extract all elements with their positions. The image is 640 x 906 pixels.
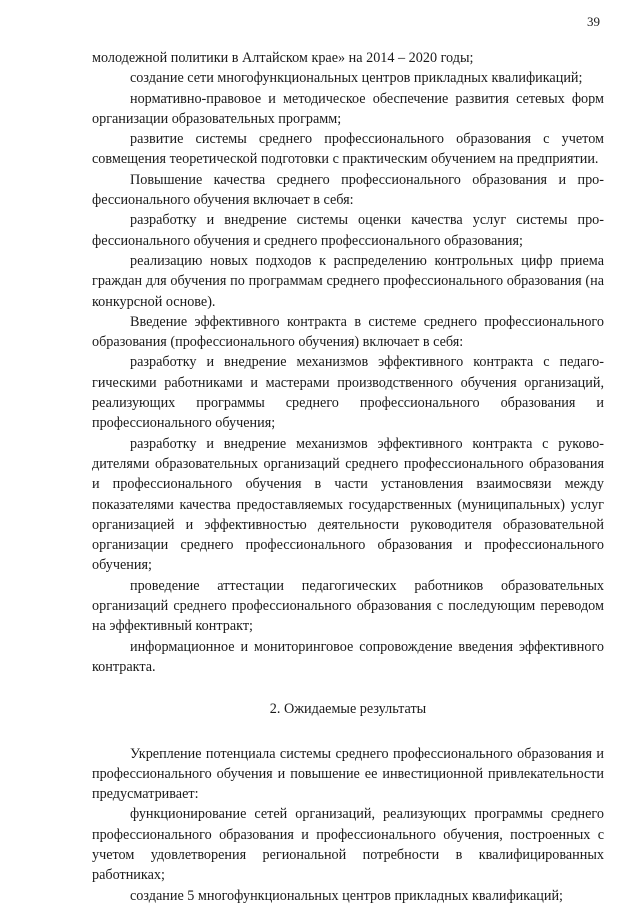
paragraph: Повышение качества среднего профессионального образования и профессионального обучения включает в себя:: [92, 171, 604, 209]
paragraph: разработку и внедрение механизмов эффективного контракта с руководителями образовательных организаций среднего профессионального образования и профессионального обучения в части установления взаимосвязи между показателями качества предоставляемых государственных (муниципальных) услуг организацией и эффективностью деятельности руководителя образовательной организации среднего профессионального образования и профессионального обучения;: [92, 435, 604, 574]
paragraph: функционирование сетей организаций, реализующих программы среднего профессионального образования и профессионального обучения, построенных с учетом удовлетворения региональной потребности в квалифицированных работниках;: [92, 806, 604, 884]
page-number: 39: [587, 14, 600, 29]
paragraph: проведение аттестации педагогических работников образовательных организаций среднего профессионального образования с последующим переводом на эффективный контракт;: [92, 577, 604, 635]
paragraph: нормативно-правовое и методическое обеспечение развития сетевых форм организации образовательных программ;: [92, 90, 604, 127]
paragraph: развитие системы среднего профессионального образования с учетом совмещения теоретической подготовки с практическим обучением на предприятии.: [92, 131, 604, 168]
document-body: [92, 48, 604, 906]
paragraph: реализацию новых подходов к распределению контрольных цифр приема граждан для обучения по программам среднего профессионального образования (на конкурсной основе).: [92, 252, 604, 310]
paragraph: разработку и внедрение механизмов эффективного контракта с педагогическими работниками и мастерами производственного обучения организаций, реализующих программы среднего профессионального образования и профессионального обучения;: [92, 354, 604, 432]
paragraph: Введение эффективного контракта в системе среднего профессионального образования (профессионального обучения) включает в себя:: [92, 313, 604, 351]
paragraph: молодежной политики в Алтайском крае» на 2014 – 2020 годы;: [92, 50, 474, 66]
section-heading: 2. Ожидаемые результаты: [269, 701, 427, 718]
paragraph: Укрепление потенциала системы среднего профессионального образования и профессионального обучения и повышение ее инвестиционной привлекательности предусматривает:: [92, 745, 604, 803]
paragraph: информационное и мониторинговое сопровождение введения эффективного контракта.: [92, 638, 604, 675]
paragraph: создание 5 многофункциональных центров прикладных квалификаций;: [130, 887, 563, 904]
paragraph: разработку и внедрение системы оценки качества услуг системы профессионального обучения и среднего профессионального образования;: [92, 212, 604, 249]
paragraph: создание сети многофункциональных центров прикладных квалификаций;: [130, 70, 583, 87]
